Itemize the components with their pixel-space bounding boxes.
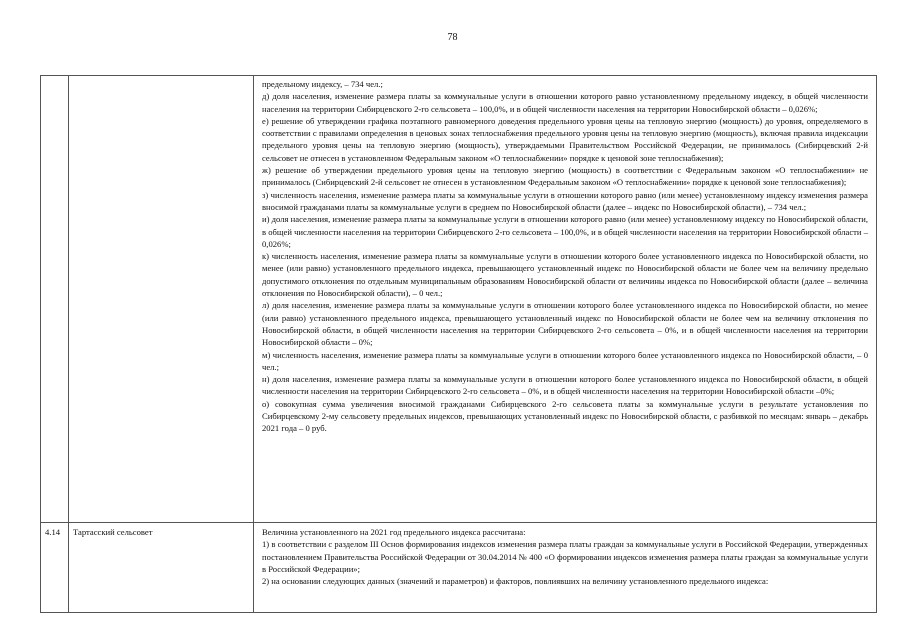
paragraph: з) численность населения, изменение размера платы за коммунальные услуги в отношении которого равно (или менее) установленному индексу изменения размера вносимой гражданами платы за коммунальные услуги в среднем по Новосибирской области (далее – индекс по Новосибирской области), – 734 чел.; — [262, 189, 868, 212]
row-number-cell — [41, 76, 69, 523]
document-table — [40, 75, 877, 613]
paragraph: о) совокупная сумма увеличения вносимой гражданами Сибирцевского 2-го сельсовета платы за коммунальные услуги в результате установления по Сибирцевскому 2-му сельсовету предельных индексов, превышающих установленный индекс по Новосибирской области, с разбивкой по месяцам: январь – декабрь 2021 года – 0 руб. — [262, 398, 868, 434]
paragraph: к) численность населения, изменение размера платы за коммунальные услуги в отношении которого более установленного индекса по Новосибирской области, но менее (или равно) установленного предельного индекса, превышающего установленный индекс по Новосибирской области не более чем на величину предельно допустимого отклонения по отдельным муниципальным образованиям Новосибирской области от величины индекса по Новосибирской области (далее – величина отклонения по Новосибирской области), – 0 чел.; — [262, 251, 868, 299]
row-number-cell: 4.14 — [41, 523, 69, 613]
municipality-name-cell — [69, 76, 254, 523]
description-cell — [254, 523, 877, 613]
paragraph: 2) на основании следующих данных (значений и параметров) и факторов, повлиявших на величину установленного предельного индекса: — [262, 576, 769, 587]
paragraph: предельному индексу, – 734 чел.; — [262, 79, 383, 89]
paragraph: н) доля населения, изменение размера платы за коммунальные услуги в отношении которого более установленного индекса по Новосибирской области, в общей численности населения на территории Сибирцевского 2-го сельсовета – 0%, и в общей численности населения на территории Новосибирской области –0%; — [262, 374, 868, 397]
municipality-name-cell: Тартасский сельсовет — [69, 523, 254, 613]
paragraph: д) доля населения, изменение размера платы за коммунальные услуги в отношении которого равно установленному предельному индексу, в общей численности населения на территории Сибирцевского 2-го сельсовета – 100,0%, и в общей численности населения на территории Новосибирской области – 0,026%; — [262, 91, 868, 114]
table-row — [41, 523, 877, 613]
page-number: 78 — [447, 32, 458, 43]
paragraph: ж) решение об утверждении предельного уровня цены на тепловую энергию (мощность) в соответствии с Федеральным законом «О теплоснабжении» не принималось (Сибирцевский 2-й сельсовет не отнесен в установленном Федеральным законом «О теплоснабжении» порядке к ценовой зоне теплоснабжения); — [262, 165, 868, 188]
paragraph: 1) в соответствии с разделом III Основ формирования индексов изменения размера платы граждан за коммунальные услуги в Российской Федерации, утвержденных постановлением Правительства Российской Федерации от 30.04.2014 № 400 «О формировании индексов изменения размера платы граждан за коммунальные услуги в Российской Федерации»; — [262, 539, 868, 574]
paragraph: е) решение об утверждении графика поэтапного равномерного доведения предельного уровня цены на тепловую энергию (мощность) до уровня, определяемого в соответствии с правилами определения в ценовых зонах теплоснабжения предельного уровня цены на тепловую энергию (мощность), включая правила индексации предельного уровня цены на тепловую энергию (мощность), утверждаемыми Правительством Российской Федерации, не принималось (Сибирцевский 2-й сельсовет не отнесен в установленном Федеральным законом «О теплоснабжении» порядке к ценовой зоне теплоснабжения); — [262, 115, 868, 163]
paragraph: л) доля населения, изменение размера платы за коммунальные услуги в отношении которого более установленного индекса по Новосибирской области, но менее (или равно) установленного предельного индекса, превышающего установленный индекс по Новосибирской области не более чем на величину отклонения по Новосибирской области, в общей численности населения на территории Сибирцевского 2-го сельсовета – 0%, и в общей численности населения на территории Новосибирской области – 0%; — [262, 300, 868, 348]
paragraph: и) доля населения, изменение размера платы за коммунальные услуги в отношении которого равно (или менее) установленному индексу по Новосибирской области, в общей численности населения на территории Сибирцевского 2-го сельсовета – 100,0%, и в общей численности населения на территории Новосибирской области – 0,026%; — [262, 214, 868, 249]
paragraph: Величина установленного на 2021 год предельного индекса рассчитана: — [262, 527, 526, 537]
description-cell — [254, 76, 877, 523]
paragraph: м) численность населения, изменение размера платы за коммунальные услуги в отношении которого более установленного индекса по Новосибирской области, – 0 чел.; — [262, 349, 868, 372]
table-row — [41, 76, 877, 523]
